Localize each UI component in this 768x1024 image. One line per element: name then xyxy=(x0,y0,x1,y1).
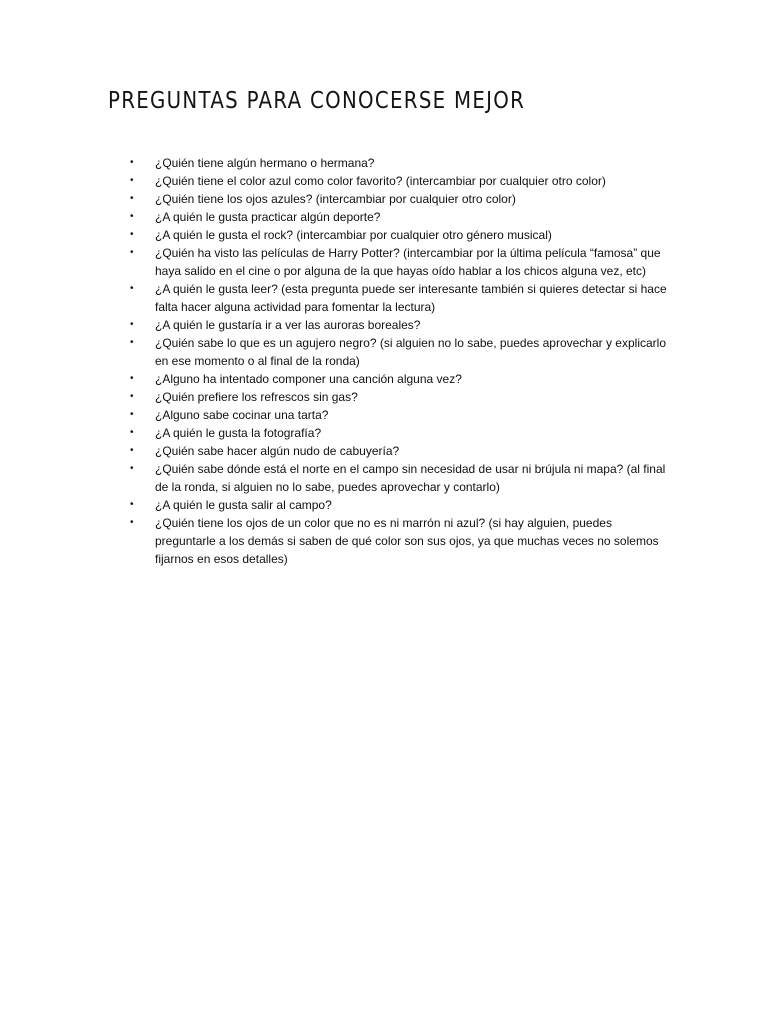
question-text: ¿Quién prefiere los refrescos sin gas? xyxy=(155,390,358,404)
question-text: ¿Quién tiene el color azul como color favorito? (intercambiar por cualquier otro color) xyxy=(155,174,606,188)
question-text: ¿A quién le gustaría ir a ver las auroras boreales? xyxy=(155,318,421,332)
list-item xyxy=(130,370,675,388)
list-item xyxy=(130,172,675,190)
list-item xyxy=(130,496,675,514)
list-item xyxy=(130,280,675,316)
question-text: ¿A quién le gusta la fotografía? xyxy=(155,426,322,440)
question-list xyxy=(130,154,675,568)
list-item xyxy=(130,244,675,280)
list-item xyxy=(130,190,675,208)
question-text: ¿A quién le gusta el rock? (intercambiar por cualquier otro género musical) xyxy=(155,228,552,242)
question-text: ¿Quién sabe lo que es un agujero negro? (si alguien no lo sabe, puedes aprovechar y explicarlo en ese momento o al final de la ronda) xyxy=(155,336,666,368)
bullet-icon: • xyxy=(130,319,134,330)
question-text: ¿Quién tiene los ojos azules? (intercambiar por cualquier otro color) xyxy=(155,192,516,206)
question-text: ¿Quién sabe hacer algún nudo de cabuyería? xyxy=(155,444,400,458)
bullet-icon: • xyxy=(130,499,134,510)
question-text: ¿Quién tiene algún hermano o hermana? xyxy=(155,156,375,170)
list-item xyxy=(130,388,675,406)
bullet-icon: • xyxy=(130,337,134,348)
list-item xyxy=(130,514,675,568)
question-text: ¿Quién ha visto las películas de Harry Potter? (intercambiar por la última película “famosa” que haya salido en el cine o por alguna de la que hayas oído hablar a los chicos alguna vez, etc) xyxy=(155,246,661,278)
bullet-icon: • xyxy=(130,229,134,240)
question-text: ¿Alguno sabe cocinar una tarta? xyxy=(155,408,329,422)
list-item xyxy=(130,460,675,496)
question-text: ¿Quién sabe dónde está el norte en el campo sin necesidad de usar ni brújula ni mapa? (al final de la ronda, si alguien no lo sabe, puedes aprovechar y contarlo) xyxy=(155,462,666,494)
bullet-icon: • xyxy=(130,175,134,186)
bullet-icon: • xyxy=(130,283,134,294)
list-item xyxy=(130,442,675,460)
list-item xyxy=(130,424,675,442)
bullet-icon: • xyxy=(130,427,134,438)
bullet-icon: • xyxy=(130,409,134,420)
list-item xyxy=(130,406,675,424)
list-item xyxy=(130,226,675,244)
question-text: ¿A quién le gusta salir al campo? xyxy=(155,498,332,512)
question-text: ¿A quién le gusta practicar algún deporte? xyxy=(155,210,381,224)
question-text: ¿Quién tiene los ojos de un color que no es ni marrón ni azul? (si hay alguien, puedes preguntarle a los demás si saben de qué color son sus ojos, ya que muchas veces no solemos fijarnos en esos detalles) xyxy=(155,516,659,566)
bullet-icon: • xyxy=(130,193,134,204)
bullet-icon: • xyxy=(130,517,134,528)
document-title: PREGUNTAS PARA CONOCERSE MEJOR xyxy=(108,88,526,114)
question-text: ¿Alguno ha intentado componer una canción alguna vez? xyxy=(155,372,462,386)
bullet-icon: • xyxy=(130,247,134,258)
list-item xyxy=(130,208,675,226)
bullet-icon: • xyxy=(130,391,134,402)
list-item xyxy=(130,154,675,172)
question-text: ¿A quién le gusta leer? (esta pregunta puede ser interesante también si quieres detectar si hace falta hacer alguna actividad para fomentar la lectura) xyxy=(155,282,667,314)
bullet-icon: • xyxy=(130,445,134,456)
list-item xyxy=(130,334,675,370)
bullet-icon: • xyxy=(130,463,134,474)
list-item xyxy=(130,316,675,334)
bullet-icon: • xyxy=(130,211,134,222)
bullet-icon: • xyxy=(130,373,134,384)
bullet-icon: • xyxy=(130,157,134,168)
